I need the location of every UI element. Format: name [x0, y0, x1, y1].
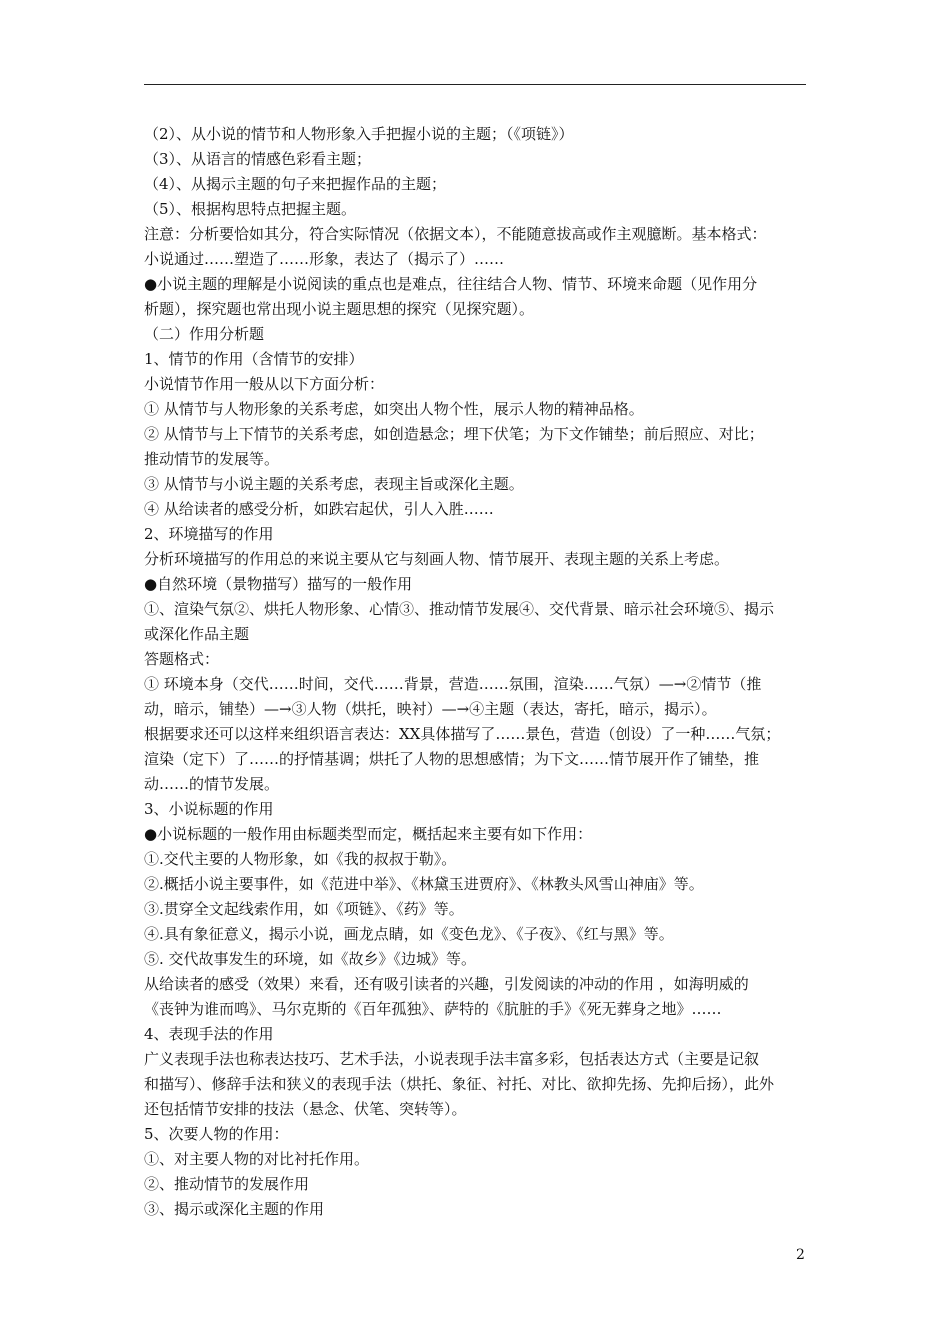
text-line: ④.具有象征意义，揭示小说，画龙点睛，如《变色龙》、《子夜》、《红与黑》等。: [144, 925, 674, 943]
text-line: 动，暗示，铺垫）—→③人物（烘托，映衬）—→④主题（表达，寄托，暗示，揭示）。: [144, 700, 717, 718]
text-line: ●小说主题的理解是小说阅读的重点也是难点，往往结合人物、情节、环境来命题（见作用分: [144, 275, 758, 293]
text-line: （2）、从小说的情节和人物形象入手把握小说的主题；（《项链》）: [144, 125, 574, 143]
text-line: ⑤. 交代故事发生的环境，如《故乡》《边城》等。: [144, 950, 477, 968]
text-line: ③ 从情节与小说主题的关系考虑，表现主旨或深化主题。: [144, 475, 524, 493]
text-line: （3）、从语言的情感色彩看主题；: [144, 150, 372, 168]
text-line: 根据要求还可以这样来组织语言表达：XX具体描写了……景色，营造（创设）了一种……气氛；: [144, 725, 781, 743]
document-body: [144, 122, 808, 1222]
text-line: ①、对主要人物的对比衬托作用。: [144, 1150, 370, 1168]
text-line: ④ 从给读者的感受分析，如跌宕起伏，引人入胜……: [144, 500, 494, 518]
text-line: （4）、从揭示主题的句子来把握作品的主题；: [144, 175, 447, 193]
text-line: 或深化作品主题: [144, 625, 250, 643]
text-line: ①.交代主要的人物形象，如《我的叔叔于勒》。: [144, 850, 457, 868]
text-line: ②、推动情节的发展作用: [144, 1175, 310, 1193]
text-line: 从给读者的感受（效果）来看，还有吸引读者的兴趣，引发阅读的冲动的作用 ，如海明威的: [144, 975, 749, 993]
subsection-heading: 1、情节的作用（含情节的安排）: [144, 350, 364, 368]
text-line: （5）、根据构思特点把握主题。: [144, 200, 357, 218]
text-line: 还包括情节安排的技法（悬念、伏笔、突转等）。: [144, 1100, 467, 1118]
subsection-heading: 5、次要人物的作用：: [144, 1125, 289, 1143]
text-line: 动……的情节发展。: [144, 775, 280, 793]
page-number: 2: [796, 1247, 805, 1263]
text-line: 注意：分析要恰如其分，符合实际情况（依据文本），不能随意拔高或作主观臆断。基本格式：: [144, 225, 767, 243]
text-line: ●小说标题的一般作用由标题类型而定，概括起来主要有如下作用：: [144, 825, 593, 843]
text-line: ③、揭示或深化主题的作用: [144, 1200, 325, 1218]
text-line: 广义表现手法也称表达技巧、艺术手法，小说表现手法丰富多彩，包括表达方式（主要是记叙: [144, 1050, 760, 1068]
text-line: ① 从情节与人物形象的关系考虑，如突出人物个性，展示人物的精神品格。: [144, 400, 644, 418]
subsection-heading: 4、表现手法的作用: [144, 1025, 274, 1043]
text-line: 答题格式：: [144, 650, 220, 668]
text-line: 推动情节的发展等。: [144, 450, 280, 468]
text-line: 小说情节作用一般从以下方面分析：: [144, 375, 385, 393]
text-line: 渲染（定下）了……的抒情基调；烘托了人物的思想感情；为下文……情节展开作了铺垫，推: [144, 750, 760, 768]
subsection-heading: 3、小说标题的作用: [144, 800, 274, 818]
text-line: 析题），探究题也常出现小说主题思想的探究（见探究题）。: [144, 300, 535, 318]
text-line: 和描写）、修辞手法和狭义的表现手法（烘托、象征、衬托、对比、欲抑先扬、先抑后扬），此外: [144, 1075, 775, 1093]
section-heading: （二）作用分析题: [144, 325, 265, 343]
text-line: 分析环境描写的作用总的来说主要从它与刻画人物、情节展开、表现主题的关系上考虑。: [144, 550, 730, 568]
header-rule: [144, 84, 806, 85]
text-line: ●自然环境（景物描写）描写的一般作用: [144, 575, 413, 593]
subsection-heading: 2、环境描写的作用: [144, 525, 274, 543]
text-line: ① 环境本身（交代……时间，交代……背景，营造……氛围，渲染……气氛）—→②情节（推: [144, 675, 762, 693]
text-line: ①、渲染气氛②、烘托人物形象、心情③、推动情节发展④、交代背景、暗示社会环境⑤、揭示: [144, 600, 775, 618]
text-line: ②.概括小说主要事件，如《范进中举》、《林黛玉进贾府》、《林教头风雪山神庙》等。: [144, 875, 704, 893]
text-line: ② 从情节与上下情节的关系考虑，如创造悬念；埋下伏笔；为下文作铺垫；前后照应、对比；: [144, 425, 764, 443]
text-line: 小说通过……塑造了……形象，表达了（揭示了）……: [144, 250, 505, 268]
text-line: ③.贯穿全文起线索作用，如《项链》、《药》等。: [144, 900, 464, 918]
text-line: 《丧钟为谁而鸣》、马尔克斯的《百年孤独》、萨特的《肮脏的手》《死无葬身之地》……: [144, 1000, 722, 1018]
